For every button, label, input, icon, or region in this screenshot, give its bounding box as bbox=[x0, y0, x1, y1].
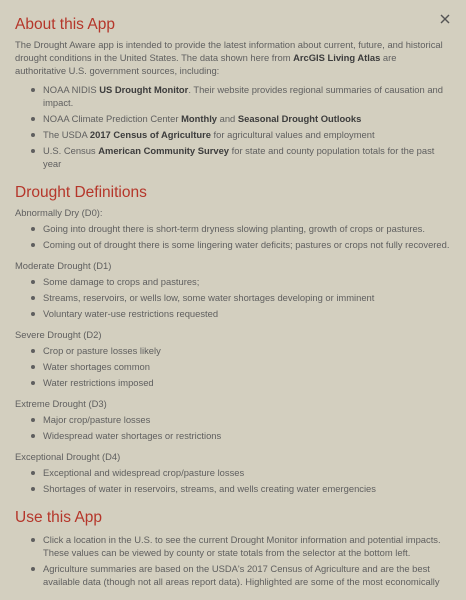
seasonal-outlook-link[interactable]: Seasonal Drought Outlooks bbox=[237, 113, 362, 124]
definitions-title: Drought Definitions bbox=[15, 184, 147, 201]
monthly-outlook-link[interactable]: Monthly bbox=[181, 113, 218, 124]
list-item: Shortages of water in reservoirs, streams, and wells creating water emergencies bbox=[43, 482, 450, 495]
close-icon[interactable] bbox=[438, 12, 452, 26]
category-d2: Severe Drought (D2) bbox=[15, 329, 102, 340]
living-atlas-link[interactable]: ArcGIS Living Atlas bbox=[293, 52, 381, 63]
d0-list bbox=[15, 222, 450, 251]
d3-list bbox=[15, 413, 450, 442]
d2-list bbox=[15, 344, 450, 389]
list-item: Voluntary water-use restrictions requested bbox=[43, 307, 450, 320]
sources-list bbox=[15, 83, 450, 170]
list-item: Agriculture summaries are based on the USDA's 2017 Census of Agriculture and are the best available data (though not all areas report data). Highlighted are some of the most economically bbox=[43, 562, 450, 588]
category-d0: Abnormally Dry (D0): bbox=[15, 207, 103, 218]
about-intro: The Drought Aware app is intended to provide the latest information about current, future, and historical drought conditions in the United States. The data shown here from ArcGIS Living Atlas are authoritative U.S. government sources, including: bbox=[15, 39, 443, 76]
list-item: Coming out of drought there is some lingering water deficits; pastures or crops not fully recovered. bbox=[43, 239, 450, 250]
list-item: Streams, reservoirs, or wells low, some water shortages developing or imminent bbox=[43, 291, 450, 304]
list-item: Some damage to crops and pastures; bbox=[43, 275, 450, 288]
category-d1: Moderate Drought (D1) bbox=[15, 260, 112, 271]
list-item: Water shortages common bbox=[43, 360, 450, 373]
use-list bbox=[15, 533, 450, 588]
category-d3: Extreme Drought (D3) bbox=[15, 398, 107, 409]
definitions-section bbox=[15, 184, 450, 495]
list-item: Crop or pasture losses likely bbox=[43, 344, 450, 357]
use-section bbox=[15, 509, 450, 588]
source-item: NOAA Climate Prediction Center Monthly and Seasonal Drought Outlooks bbox=[43, 112, 450, 125]
list-item: Major crop/pasture losses bbox=[43, 413, 450, 426]
source-item: NOAA NIDIS US Drought Monitor. Their website provides regional summaries of causation and impact. bbox=[43, 83, 450, 109]
drought-monitor-link[interactable]: US Drought Monitor bbox=[99, 84, 189, 95]
use-title: Use this App bbox=[15, 509, 103, 526]
source-item: U.S. Census American Community Survey for state and county population totals for the past year bbox=[43, 144, 450, 170]
acs-link[interactable]: American Community Survey bbox=[98, 145, 230, 156]
list-item: Exceptional and widespread crop/pasture losses bbox=[43, 466, 450, 479]
source-item: The USDA 2017 Census of Agriculture for agricultural values and employment bbox=[43, 128, 450, 141]
list-item: Water restrictions imposed bbox=[43, 376, 450, 389]
about-title: About this App bbox=[15, 16, 115, 33]
list-item: Widespread water shortages or restrictions bbox=[43, 429, 450, 442]
list-item: Going into drought there is short-term dryness slowing planting, growth of crops or pastures. bbox=[43, 222, 450, 235]
ag-census-link[interactable]: 2017 Census of Agriculture bbox=[89, 129, 211, 140]
category-d4: Exceptional Drought (D4) bbox=[15, 451, 121, 462]
d1-list bbox=[15, 275, 450, 320]
d4-list bbox=[15, 466, 450, 495]
list-item: Click a location in the U.S. to see the current Drought Monitor information and potential impacts. These values can be viewed by county or state totals from the selector at the bottom left. bbox=[43, 533, 450, 559]
